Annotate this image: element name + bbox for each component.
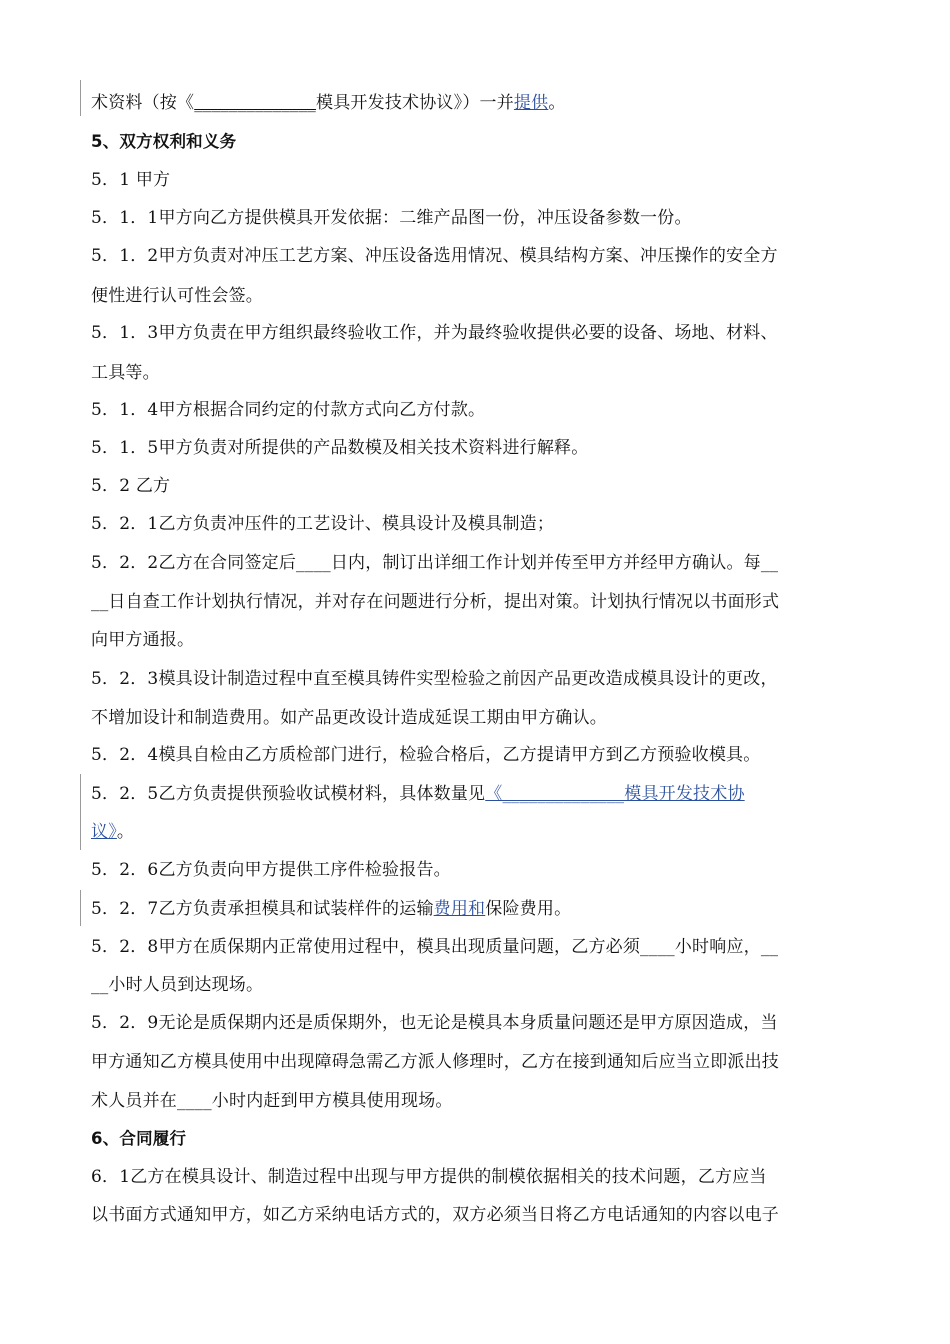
- text-run: 甲方通知乙方模具使用中出现障碍急需乙方派人修理时，乙方在接到通知后应当立即派出技: [91, 1052, 779, 1072]
- text-line: [91, 400, 485, 420]
- text-run: 不增加设计和制造费用。如产品更改设计造成延误工期由甲方确认。: [91, 708, 607, 728]
- text-run: 术人员并在____小时内赶到甲方模具使用现场。: [91, 1091, 453, 1111]
- text-run: 术资料（按《: [91, 93, 195, 113]
- text-line: [91, 323, 778, 343]
- text-line: [91, 170, 170, 190]
- revision-bar: [80, 890, 81, 926]
- text-run: 5．2．1乙方负责冲压件的工艺设计、模具设计及模具制造；: [91, 514, 555, 534]
- text-run: 。: [116, 822, 135, 842]
- revision-bar: [80, 80, 81, 116]
- text-line: [91, 553, 778, 573]
- section-heading: [91, 132, 236, 152]
- text-run: 5．2 乙方: [91, 476, 171, 496]
- section-heading: [91, 1129, 186, 1149]
- text-run: 6．1乙方在模具设计、制造过程中出现与甲方提供的制模依据相关的技术问题，乙方应当: [91, 1167, 767, 1187]
- document-link[interactable]: 《______________模具开发技术协: [485, 784, 745, 804]
- text-run: 向甲方通报。: [91, 630, 195, 650]
- text-line: [91, 208, 692, 228]
- text-line: [91, 514, 554, 534]
- text-line: [91, 899, 571, 919]
- text-run: 5．2．9无论是质保期内还是质保期外，也无论是模具本身质量问题还是甲方原因造成，当: [91, 1013, 778, 1033]
- document-link[interactable]: 议》: [91, 822, 117, 842]
- text-line: [91, 363, 160, 383]
- text-line: [91, 1091, 453, 1111]
- text-line: [91, 822, 134, 842]
- text-line: [91, 784, 745, 804]
- text-run: 5．2．7乙方负责承担模具和试装样件的运输: [91, 899, 434, 919]
- text-line: [91, 937, 778, 957]
- text-run: 便性进行认可性会签。: [91, 286, 263, 306]
- text-line: [91, 1013, 778, 1033]
- text-line: [91, 669, 778, 689]
- text-line: [91, 708, 607, 728]
- text-run: 以书面方式通知甲方，如乙方采纳电话方式的，双方必须当日将乙方电话通知的内容以电子: [91, 1205, 779, 1225]
- document-link[interactable]: 费用和: [433, 899, 486, 919]
- text-line: [91, 286, 263, 306]
- text-run: 5．2．2乙方在合同签定后____日内，制订出详细工作计划并传至甲方并经甲方确认。每__: [91, 553, 779, 573]
- text-run: 5．2．8甲方在质保期内正常使用过程中，模具出现质量问题，乙方必须____小时响应，__: [91, 937, 779, 957]
- text-run: 5．1．3甲方负责在甲方组织最终验收工作，并为最终验收提供必要的设备、场地、材料、: [91, 323, 778, 343]
- text-line: [91, 476, 170, 496]
- text-run: 5．1．1甲方向乙方提供模具开发依据：二维产品图一份，冲压设备参数一份。: [91, 208, 692, 228]
- text-run: 5．2．6乙方负责向甲方提供工序件检验报告。: [91, 860, 451, 880]
- text-run: __小时人员到达现场。: [91, 975, 264, 995]
- text-line: [91, 860, 451, 880]
- text-line: [91, 246, 778, 266]
- text-line: [91, 745, 760, 765]
- revision-bar: [80, 774, 81, 850]
- text-run: 5、双方权利和义务: [91, 132, 237, 151]
- text-run: 5．1．5甲方负责对所提供的产品数模及相关技术资料进行解释。: [91, 438, 589, 458]
- fill-in-blank: ______________: [194, 93, 317, 113]
- text-run: 工具等。: [91, 363, 160, 383]
- text-run: 5．2．5乙方负责提供预验收试模材料，具体数量见: [91, 784, 486, 804]
- text-run: 5．1．2甲方负责对冲压工艺方案、冲压设备选用情况、模具结构方案、冲压操作的安全方: [91, 246, 778, 266]
- text-run: 模具开发技术协议》）一并: [316, 93, 514, 113]
- text-line: [91, 630, 194, 650]
- text-run: 5．1 甲方: [91, 170, 171, 190]
- text-run: 5．2．4模具自检由乙方质检部门进行，检验合格后，乙方提请甲方到乙方预验收模具。: [91, 745, 761, 765]
- text-run: 保险费用。: [485, 899, 572, 919]
- document-link[interactable]: 提供: [513, 93, 549, 113]
- text-run: __日自查工作计划执行情况，并对存在问题进行分析，提出对策。计划执行情况以书面形式: [91, 592, 780, 612]
- text-line: [91, 1205, 779, 1225]
- text-run: 6、合同履行: [91, 1129, 187, 1148]
- text-line: [91, 592, 779, 612]
- text-run: 。: [548, 93, 566, 113]
- text-line: [91, 1167, 767, 1187]
- text-line: [91, 1052, 779, 1072]
- text-run: 5．1．4甲方根据合同约定的付款方式向乙方付款。: [91, 400, 486, 420]
- text-line: [91, 438, 588, 458]
- text-line: [91, 93, 566, 113]
- text-run: 5．2．3模具设计制造过程中直至模具铸件实型检验之前因产品更改造成模具设计的更改，: [91, 669, 778, 689]
- text-line: [91, 975, 263, 995]
